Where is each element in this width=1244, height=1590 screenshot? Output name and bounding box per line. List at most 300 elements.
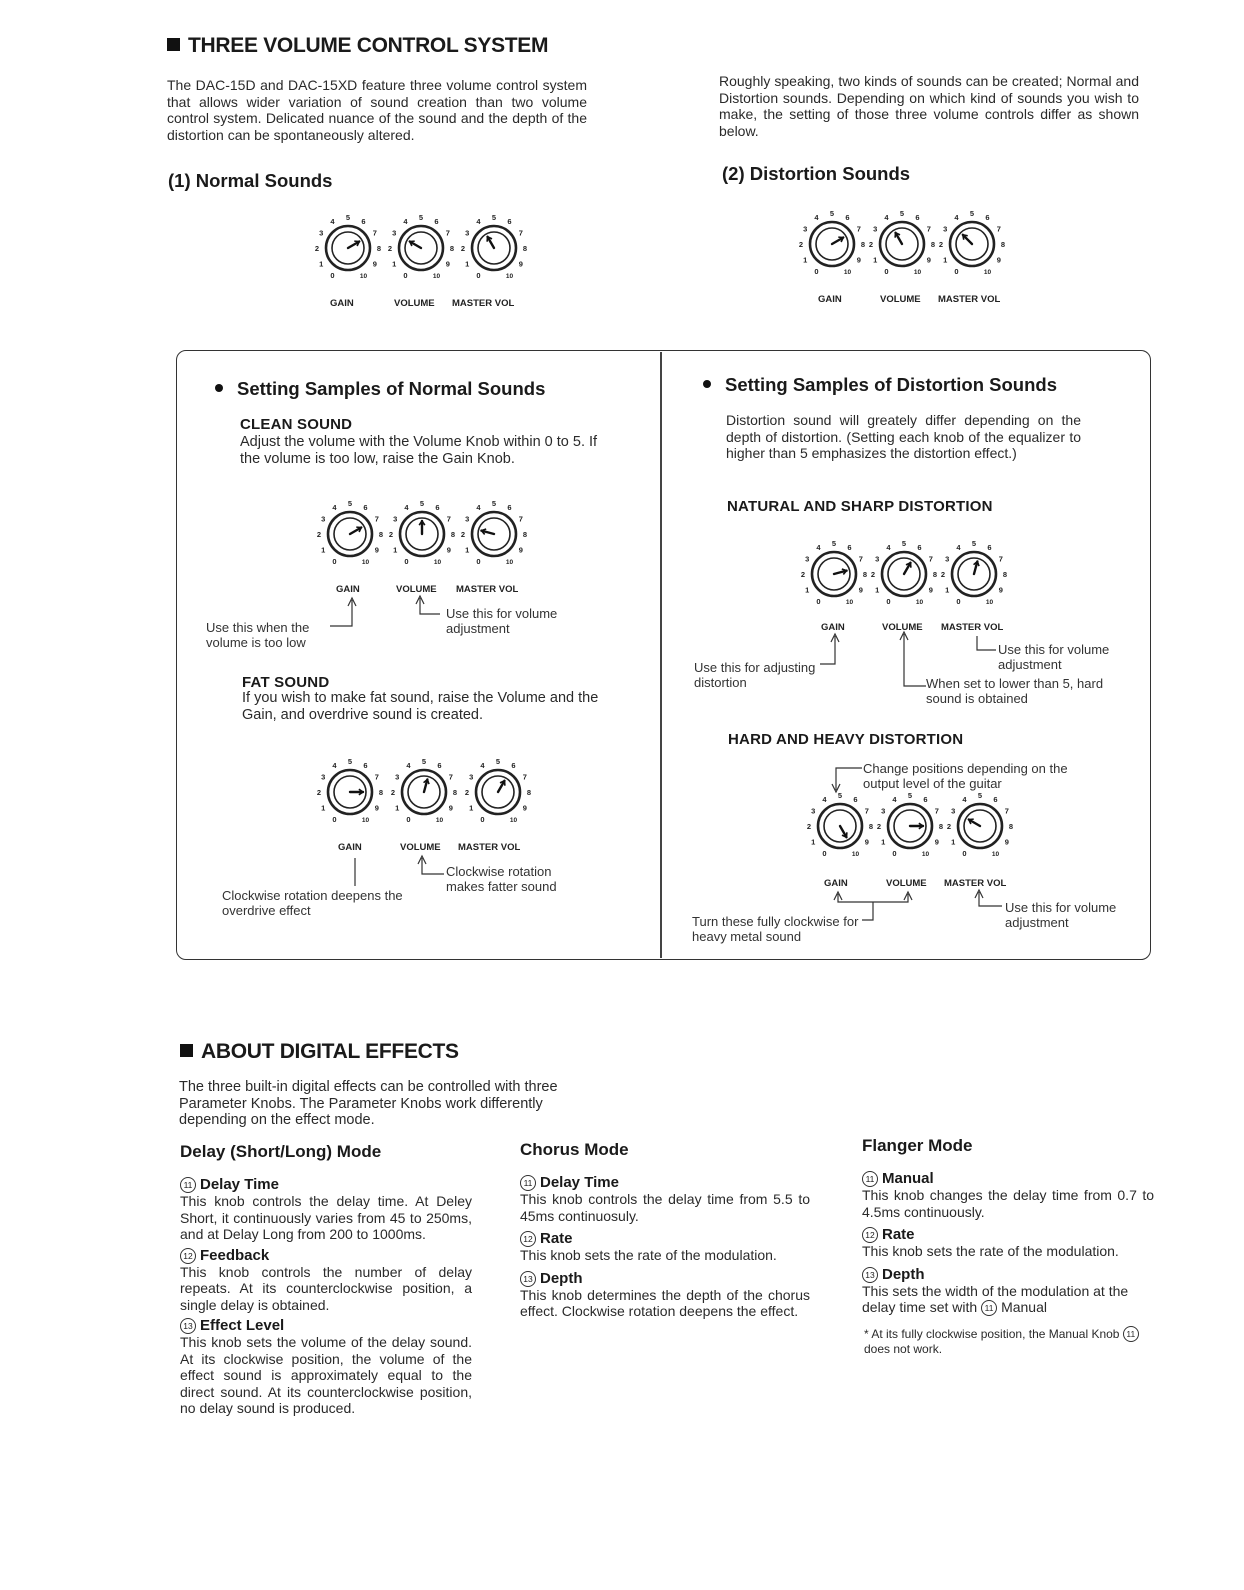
distortion-samples-title: Setting Samples of Distortion Sounds — [703, 374, 1057, 396]
svg-text:3: 3 — [875, 554, 880, 564]
svg-text:8: 8 — [376, 244, 382, 253]
svg-text:0: 0 — [956, 596, 961, 606]
svg-text:0: 0 — [480, 814, 485, 824]
svg-text:5: 5 — [419, 499, 425, 508]
natural-distortion-title: NATURAL AND SHARP DISTORTION — [727, 498, 993, 515]
clean-sound-text: Adjust the volume with the Volume Knob within 0 to 5. If the volume is too low, raise the Gain Knob. — [240, 434, 598, 467]
svg-text:0: 0 — [476, 556, 481, 566]
svg-text:0: 0 — [406, 814, 411, 824]
svg-text:2: 2 — [316, 788, 322, 797]
svg-text:2: 2 — [870, 570, 876, 579]
svg-text:1: 1 — [945, 585, 950, 595]
svg-text:2: 2 — [390, 788, 396, 797]
svg-text:9: 9 — [934, 837, 939, 847]
svg-text:9: 9 — [998, 585, 1003, 595]
svg-text:6: 6 — [845, 213, 850, 223]
svg-text:2: 2 — [316, 530, 322, 539]
svg-text:0: 0 — [404, 556, 409, 566]
svg-text:1: 1 — [395, 803, 400, 813]
svg-text:2: 2 — [460, 244, 466, 253]
svg-text:1: 1 — [951, 837, 956, 847]
knob-group — [310, 208, 540, 316]
svg-text:3: 3 — [321, 514, 326, 524]
flanger-param-rate-text: This knob sets the rate of the modulation. — [862, 1243, 1119, 1259]
svg-text:8: 8 — [1000, 240, 1006, 249]
knob-group — [312, 494, 542, 602]
volume-label: VOLUME — [882, 622, 923, 633]
svg-text:6: 6 — [917, 543, 922, 553]
square-bullet-icon — [167, 38, 180, 51]
svg-text:5: 5 — [971, 539, 977, 548]
svg-text:7: 7 — [372, 228, 377, 238]
svg-text:9: 9 — [864, 837, 869, 847]
svg-text:8: 8 — [938, 822, 944, 831]
svg-text:10: 10 — [983, 268, 992, 276]
svg-text:1: 1 — [805, 585, 810, 595]
svg-text:5: 5 — [969, 209, 975, 218]
svg-text:2: 2 — [387, 244, 393, 253]
svg-text:1: 1 — [803, 255, 808, 265]
svg-text:3: 3 — [395, 772, 400, 782]
svg-text:10: 10 — [435, 816, 444, 824]
volume-knob — [384, 494, 460, 570]
distortion-sounds-title: (2) Distortion Sounds — [722, 163, 911, 184]
svg-text:7: 7 — [864, 806, 869, 816]
fat-sound-text: If you wish to make fat sound, raise the Volume and the Gain, and overdrive sound is created. — [242, 690, 599, 723]
chorus-param-depth-text: This knob determines the depth of the chorus effect. Clockwise rotation deepens the effect. — [520, 1286, 810, 1319]
svg-text:9: 9 — [446, 545, 451, 555]
svg-text:8: 8 — [1008, 822, 1014, 831]
svg-text:6: 6 — [511, 761, 516, 771]
natural-note-gain: Use this for adjusting distortion — [694, 660, 816, 690]
svg-text:10: 10 — [505, 558, 514, 566]
svg-text:4: 4 — [332, 503, 337, 513]
svg-text:10: 10 — [361, 816, 370, 824]
svg-text:10: 10 — [359, 272, 368, 280]
svg-text:9: 9 — [374, 545, 379, 555]
master-vol-knob — [456, 208, 532, 284]
hard-distortion-title: HARD AND HEAVY DISTORTION — [728, 731, 964, 748]
svg-text:9: 9 — [928, 585, 933, 595]
svg-text:10: 10 — [432, 272, 441, 280]
svg-text:0: 0 — [954, 266, 959, 276]
svg-text:5: 5 — [977, 791, 983, 800]
svg-text:5: 5 — [495, 757, 501, 766]
clean-note-gain: Use this when the volume is too low — [206, 620, 310, 650]
svg-text:7: 7 — [928, 554, 933, 564]
svg-text:7: 7 — [996, 224, 1001, 234]
volume-knob — [383, 208, 459, 284]
svg-text:10: 10 — [851, 850, 860, 858]
svg-text:8: 8 — [860, 240, 866, 249]
number-11-icon: 11 — [862, 1171, 878, 1187]
svg-text:6: 6 — [435, 503, 440, 513]
gain-knob — [312, 752, 388, 828]
svg-text:7: 7 — [445, 228, 450, 238]
svg-text:0: 0 — [884, 266, 889, 276]
svg-text:9: 9 — [522, 803, 527, 813]
chorus-param-rate: 12 Rate — [520, 1230, 810, 1247]
number-11-icon: 11 — [520, 1175, 536, 1191]
volume-knob — [866, 534, 942, 610]
svg-text:2: 2 — [940, 570, 946, 579]
svg-text:5: 5 — [899, 209, 905, 218]
svg-text:6: 6 — [437, 761, 442, 771]
svg-text:0: 0 — [330, 270, 335, 280]
master-vol-knob — [942, 786, 1018, 862]
svg-text:2: 2 — [868, 240, 874, 249]
knob-group — [802, 786, 1032, 894]
delay-param-delay-time-text: This knob controls the delay time. At Deley Short, it continuously varies from 45 to 250ms, and at Delay Long from 200 to 1000ms. — [180, 1193, 472, 1242]
gain-label: GAIN — [336, 584, 360, 595]
svg-text:7: 7 — [374, 772, 379, 782]
svg-text:4: 4 — [886, 543, 891, 553]
delay-param-delay-time: 11 Delay Time — [180, 1176, 472, 1193]
number-12-icon: 12 — [862, 1227, 878, 1243]
svg-text:3: 3 — [469, 772, 474, 782]
svg-text:1: 1 — [392, 259, 397, 269]
svg-text:5: 5 — [345, 213, 351, 222]
svg-text:2: 2 — [876, 822, 882, 831]
svg-text:3: 3 — [321, 772, 326, 782]
right-intro-paragraph: Roughly speaking, two kinds of sounds can be created; Normal and Distortion sounds. Depending on which kind of sounds you wish to make, the setting of those three volume controls differ as shown below. — [719, 73, 1139, 139]
svg-text:2: 2 — [798, 240, 804, 249]
svg-text:7: 7 — [858, 554, 863, 564]
svg-text:7: 7 — [448, 772, 453, 782]
svg-text:7: 7 — [926, 224, 931, 234]
svg-text:5: 5 — [837, 791, 843, 800]
number-11-icon: 11 — [981, 1300, 997, 1316]
svg-text:2: 2 — [946, 822, 952, 831]
svg-text:5: 5 — [907, 791, 913, 800]
svg-text:0: 0 — [962, 848, 967, 858]
svg-text:5: 5 — [831, 539, 837, 548]
svg-text:7: 7 — [518, 514, 523, 524]
knob-group — [312, 752, 542, 860]
svg-text:8: 8 — [862, 570, 868, 579]
svg-text:1: 1 — [943, 255, 948, 265]
svg-text:1: 1 — [465, 259, 470, 269]
svg-text:3: 3 — [803, 224, 808, 234]
delay-param-feedback-text: This knob controls the number of delay repeats. At its counterclockwise position, a single delay is obtained. — [180, 1263, 472, 1313]
volume-label: VOLUME — [400, 842, 441, 853]
hard-note-top: Change positions depending on the output level of the guitar — [863, 761, 1068, 791]
svg-text:10: 10 — [433, 558, 442, 566]
volume-knob — [872, 786, 948, 862]
knob-group — [796, 534, 1026, 642]
chorus-param-delay-time: 11 Delay Time — [520, 1174, 810, 1191]
number-11-icon: 11 — [180, 1177, 196, 1193]
svg-text:1: 1 — [321, 545, 326, 555]
svg-text:7: 7 — [934, 806, 939, 816]
distortion-intro: Distortion sound will greately differ depending on the depth of distortion. (Setting each knob of the equalizer to higher than 5 emphasizes the distortion effect.) — [726, 412, 1081, 461]
intro-paragraph: The DAC-15D and DAC-15XD feature three volume control system that allows wider variation of sound creation than two volume control system. Delicated nuance of the sound and the depth of the distortion can be spontaneously altered. — [167, 77, 587, 143]
svg-text:10: 10 — [361, 558, 370, 566]
gain-knob — [796, 534, 872, 610]
svg-text:4: 4 — [403, 217, 408, 227]
svg-text:10: 10 — [845, 598, 854, 606]
svg-text:3: 3 — [393, 514, 398, 524]
svg-text:1: 1 — [811, 837, 816, 847]
svg-text:6: 6 — [361, 217, 366, 227]
svg-text:8: 8 — [1002, 570, 1008, 579]
svg-text:10: 10 — [509, 816, 518, 824]
svg-text:0: 0 — [822, 848, 827, 858]
svg-text:6: 6 — [987, 543, 992, 553]
delay-mode-column — [180, 1142, 472, 1417]
master-vol-knob — [460, 752, 536, 828]
section-title-volume-control: THREE VOLUME CONTROL SYSTEM — [167, 34, 548, 58]
svg-text:3: 3 — [465, 228, 470, 238]
svg-text:4: 4 — [330, 217, 335, 227]
svg-text:9: 9 — [518, 545, 523, 555]
svg-text:5: 5 — [347, 499, 353, 508]
svg-text:6: 6 — [923, 795, 928, 805]
section-title-digital-effects: ABOUT DIGITAL EFFECTS — [180, 1040, 459, 1064]
gain-knob — [310, 208, 386, 284]
svg-text:0: 0 — [332, 556, 337, 566]
hard-note-gain-volume: Turn these fully clockwise for heavy metal sound — [692, 914, 859, 944]
svg-text:3: 3 — [319, 228, 324, 238]
delay-param-effect-level-text: This knob sets the volume of the delay sound. At its clockwise position, the volume of the effect sound is approximately equal to the direct sound. At its counterclockwise position, no delay sound is produced. — [180, 1334, 472, 1416]
svg-text:6: 6 — [363, 761, 368, 771]
svg-text:6: 6 — [985, 213, 990, 223]
svg-text:5: 5 — [491, 499, 497, 508]
svg-text:2: 2 — [464, 788, 470, 797]
flanger-param-depth-text: This sets the width of the modulation at the delay time set with 11 Manual — [862, 1282, 1129, 1315]
number-12-icon: 12 — [520, 1231, 536, 1247]
svg-text:6: 6 — [507, 503, 512, 513]
flanger-mode-column — [862, 1136, 1154, 1357]
natural-note-volume: When set to lower than 5, hard sound is obtained — [926, 676, 1104, 706]
svg-text:9: 9 — [1004, 837, 1009, 847]
svg-text:3: 3 — [881, 806, 886, 816]
master-vol-label: MASTER VOL — [944, 878, 1007, 889]
svg-text:9: 9 — [926, 255, 931, 265]
svg-text:0: 0 — [476, 270, 481, 280]
svg-text:0: 0 — [886, 596, 891, 606]
volume-knob — [864, 204, 940, 280]
svg-text:4: 4 — [332, 761, 337, 771]
svg-text:4: 4 — [816, 543, 821, 553]
svg-text:9: 9 — [858, 585, 863, 595]
svg-text:3: 3 — [945, 554, 950, 564]
svg-text:1: 1 — [881, 837, 886, 847]
number-12-icon: 12 — [180, 1248, 196, 1264]
knob-group — [794, 204, 1024, 312]
number-13-icon: 13 — [520, 1271, 536, 1287]
svg-text:5: 5 — [829, 209, 835, 218]
master-vol-label: MASTER VOL — [456, 584, 519, 595]
master-vol-label: MASTER VOL — [941, 622, 1004, 633]
gain-label: GAIN — [824, 878, 848, 889]
svg-text:2: 2 — [806, 822, 812, 831]
svg-text:10: 10 — [985, 598, 994, 606]
svg-text:3: 3 — [951, 806, 956, 816]
svg-text:8: 8 — [522, 244, 528, 253]
flanger-mode-title: Flanger Mode — [862, 1136, 973, 1155]
svg-text:5: 5 — [347, 757, 353, 766]
svg-text:9: 9 — [448, 803, 453, 813]
svg-text:1: 1 — [875, 585, 880, 595]
chorus-mode-title: Chorus Mode — [520, 1140, 629, 1159]
delay-mode-title: Delay (Short/Long) Mode — [180, 1142, 382, 1161]
master-vol-knob — [934, 204, 1010, 280]
svg-text:8: 8 — [522, 530, 528, 539]
svg-text:1: 1 — [465, 545, 470, 555]
gain-label: GAIN — [330, 298, 354, 309]
chorus-param-rate-text: This knob sets the rate of the modulation. — [520, 1247, 777, 1263]
svg-text:9: 9 — [996, 255, 1001, 265]
flanger-note: * At its fully clockwise position, the Manual Knob 11does not work. — [862, 1326, 1154, 1357]
svg-text:10: 10 — [991, 850, 1000, 858]
bullet-dot-icon — [215, 384, 223, 392]
svg-text:0: 0 — [332, 814, 337, 824]
box-divider — [660, 352, 662, 958]
svg-text:10: 10 — [913, 268, 922, 276]
svg-text:6: 6 — [363, 503, 368, 513]
svg-text:8: 8 — [932, 570, 938, 579]
master-vol-knob — [456, 494, 532, 570]
svg-text:10: 10 — [921, 850, 930, 858]
svg-text:6: 6 — [434, 217, 439, 227]
square-bullet-icon — [180, 1044, 193, 1057]
svg-text:4: 4 — [404, 503, 409, 513]
flanger-param-manual: 11 Manual — [862, 1170, 1154, 1187]
number-13-icon: 13 — [180, 1318, 196, 1334]
svg-text:7: 7 — [998, 554, 1003, 564]
volume-label: VOLUME — [880, 294, 921, 305]
svg-text:10: 10 — [915, 598, 924, 606]
svg-text:8: 8 — [449, 244, 455, 253]
bullet-dot-icon — [703, 380, 711, 388]
svg-text:6: 6 — [993, 795, 998, 805]
svg-text:2: 2 — [800, 570, 806, 579]
svg-text:9: 9 — [372, 259, 377, 269]
chorus-param-depth: 13 Depth — [520, 1270, 810, 1287]
svg-text:8: 8 — [378, 788, 384, 797]
volume-label: VOLUME — [396, 584, 437, 595]
svg-text:4: 4 — [480, 761, 485, 771]
svg-text:4: 4 — [822, 795, 827, 805]
svg-text:3: 3 — [873, 224, 878, 234]
svg-text:4: 4 — [956, 543, 961, 553]
normal-samples-title: Setting Samples of Normal Sounds — [215, 378, 545, 400]
gain-knob — [802, 786, 878, 862]
svg-text:0: 0 — [814, 266, 819, 276]
svg-text:10: 10 — [843, 268, 852, 276]
svg-text:6: 6 — [847, 543, 852, 553]
gain-label: GAIN — [818, 294, 842, 305]
svg-text:8: 8 — [450, 530, 456, 539]
svg-text:9: 9 — [856, 255, 861, 265]
svg-text:4: 4 — [814, 213, 819, 223]
hard-note-master: Use this for volume adjustment — [1005, 900, 1117, 930]
svg-text:8: 8 — [930, 240, 936, 249]
svg-text:7: 7 — [522, 772, 527, 782]
svg-text:7: 7 — [1004, 806, 1009, 816]
gain-label: GAIN — [821, 622, 845, 633]
master-vol-label: MASTER VOL — [452, 298, 515, 309]
svg-text:4: 4 — [476, 217, 481, 227]
svg-text:4: 4 — [962, 795, 967, 805]
svg-text:2: 2 — [314, 244, 320, 253]
svg-text:5: 5 — [421, 757, 427, 766]
svg-text:8: 8 — [378, 530, 384, 539]
svg-text:1: 1 — [873, 255, 878, 265]
svg-text:2: 2 — [388, 530, 394, 539]
fat-note-volume: Clockwise rotation makes fatter sound — [446, 864, 557, 894]
svg-text:6: 6 — [853, 795, 858, 805]
svg-text:0: 0 — [892, 848, 897, 858]
svg-text:4: 4 — [406, 761, 411, 771]
svg-text:8: 8 — [452, 788, 458, 797]
svg-text:1: 1 — [319, 259, 324, 269]
svg-text:4: 4 — [476, 503, 481, 513]
volume-label: VOLUME — [394, 298, 435, 309]
svg-text:5: 5 — [901, 539, 907, 548]
svg-text:9: 9 — [374, 803, 379, 813]
master-vol-label: MASTER VOL — [938, 294, 1001, 305]
flanger-param-rate: 12 Rate — [862, 1226, 1154, 1243]
svg-text:4: 4 — [892, 795, 897, 805]
svg-text:3: 3 — [465, 514, 470, 524]
svg-text:5: 5 — [418, 213, 424, 222]
master-vol-label: MASTER VOL — [458, 842, 521, 853]
flanger-param-manual-text: This knob changes the delay time from 0.7 to 4.5ms continuously. — [862, 1187, 1154, 1220]
svg-text:1: 1 — [469, 803, 474, 813]
master-vol-knob — [936, 534, 1012, 610]
svg-text:4: 4 — [884, 213, 889, 223]
svg-text:5: 5 — [491, 213, 497, 222]
gain-knob — [794, 204, 870, 280]
svg-text:3: 3 — [811, 806, 816, 816]
svg-text:9: 9 — [445, 259, 450, 269]
number-11-icon: 11 — [1123, 1326, 1139, 1342]
svg-text:1: 1 — [393, 545, 398, 555]
svg-text:3: 3 — [805, 554, 810, 564]
svg-text:6: 6 — [915, 213, 920, 223]
delay-param-effect-level: 13 Effect Level — [180, 1317, 472, 1334]
svg-text:0: 0 — [403, 270, 408, 280]
clean-note-volume: Use this for volume adjustment — [446, 606, 558, 636]
fat-sound-title: FAT SOUND — [242, 674, 330, 691]
svg-text:9: 9 — [518, 259, 523, 269]
svg-text:7: 7 — [856, 224, 861, 234]
svg-text:2: 2 — [460, 530, 466, 539]
gain-label: GAIN — [338, 842, 362, 853]
svg-text:0: 0 — [816, 596, 821, 606]
svg-text:7: 7 — [446, 514, 451, 524]
digital-effects-intro: The three built-in digital effects can be controlled with three Parameter Knobs. The Parameter Knobs work differently depending on the effect mode. — [179, 1079, 558, 1128]
svg-text:1: 1 — [321, 803, 326, 813]
svg-text:8: 8 — [868, 822, 874, 831]
svg-text:10: 10 — [505, 272, 514, 280]
normal-sounds-title: (1) Normal Sounds — [168, 170, 333, 191]
svg-text:7: 7 — [518, 228, 523, 238]
fat-note-gain: Clockwise rotation deepens the overdrive effect — [222, 888, 403, 918]
chorus-mode-column — [520, 1140, 810, 1320]
gain-knob — [312, 494, 388, 570]
volume-knob — [386, 752, 462, 828]
svg-text:3: 3 — [943, 224, 948, 234]
volume-label: VOLUME — [886, 878, 927, 889]
clean-sound-title: CLEAN SOUND — [240, 416, 353, 433]
svg-text:2: 2 — [938, 240, 944, 249]
flanger-param-depth: 13 Depth — [862, 1266, 1154, 1283]
natural-note-master: Use this for volume adjustment — [998, 642, 1110, 672]
number-13-icon: 13 — [862, 1267, 878, 1283]
